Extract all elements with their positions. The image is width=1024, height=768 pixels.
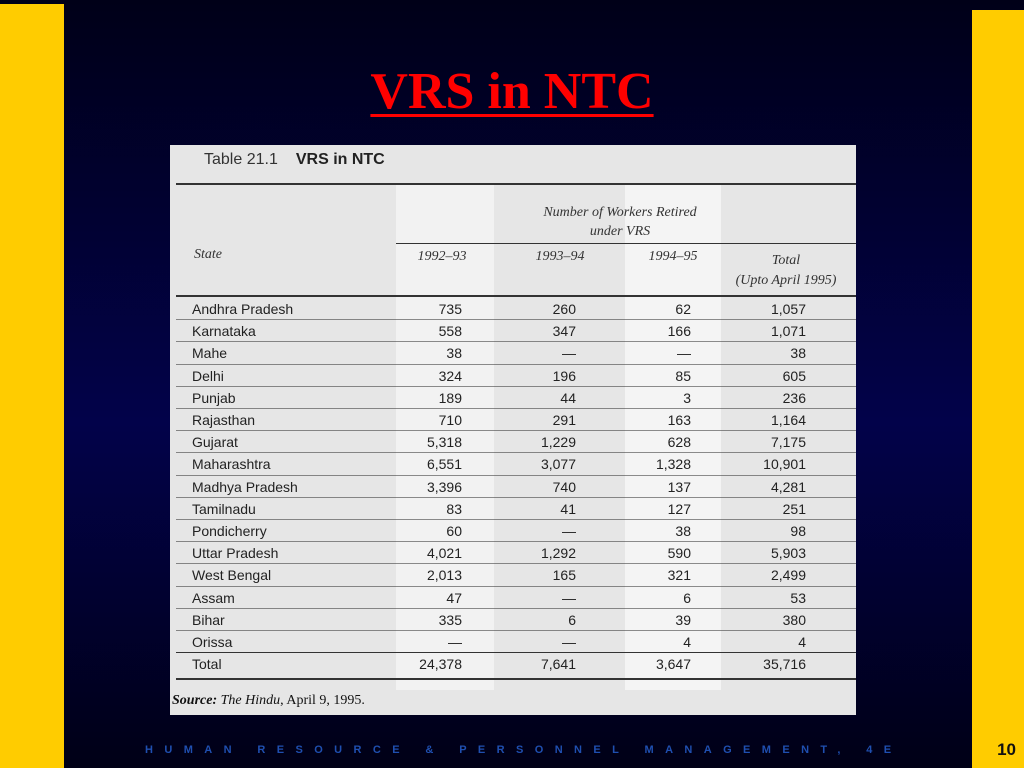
year-header-3: 1994–95 xyxy=(648,249,698,264)
table-row xyxy=(170,632,856,654)
total-header-sublabel: (Upto April 1995) xyxy=(735,273,837,288)
bottom-rule xyxy=(176,678,856,680)
row-divider xyxy=(176,586,856,587)
source-note xyxy=(172,693,365,709)
table-label: Table 21.1 xyxy=(204,151,278,168)
group-rule xyxy=(396,243,856,244)
value-1993-94: — xyxy=(562,345,576,362)
value-1993-94: 740 xyxy=(552,478,576,495)
row-divider xyxy=(176,630,856,631)
state-cell: Delhi xyxy=(192,367,224,384)
row-divider xyxy=(176,341,856,342)
value-1992-93: 558 xyxy=(438,323,462,340)
state-cell: Orissa xyxy=(192,634,233,650)
table-row xyxy=(170,521,856,543)
value-total: 5,903 xyxy=(770,545,806,562)
value-1994-95: 4 xyxy=(683,634,691,650)
value-1992-93: 2,013 xyxy=(426,567,462,584)
state-cell: Mahe xyxy=(192,345,228,362)
table-row xyxy=(170,410,856,432)
row-divider xyxy=(176,452,856,453)
state-cell: Pondicherry xyxy=(192,523,267,539)
value-total: 53 xyxy=(790,589,806,606)
year-header-2: 1993–94 xyxy=(535,249,585,264)
value-1993-94: 3,077 xyxy=(540,456,576,473)
table-row xyxy=(170,388,856,410)
value-1994-95: 1,328 xyxy=(655,456,691,473)
table-row xyxy=(170,565,856,587)
total-header xyxy=(726,251,846,291)
state-cell: Total xyxy=(192,656,222,673)
table-row xyxy=(170,477,856,499)
row-divider xyxy=(176,364,856,365)
value-1992-93: 38 xyxy=(446,345,462,362)
year-header-1: 1992–93 xyxy=(417,249,467,264)
value-total: 98 xyxy=(790,523,806,539)
row-divider xyxy=(176,319,856,320)
value-1994-95: 163 xyxy=(667,412,691,428)
state-header: State xyxy=(194,247,222,262)
value-1992-93: 24,378 xyxy=(419,656,462,673)
state-cell: Karnataka xyxy=(192,323,256,340)
value-1993-94: 260 xyxy=(552,301,576,317)
value-total: 35,716 xyxy=(763,656,806,673)
table-row xyxy=(170,343,856,365)
footer-text: HUMAN RESOURCE & PERSONNEL MANAGEMENT, 4E xyxy=(145,744,903,756)
state-cell: Uttar Pradesh xyxy=(192,545,279,562)
table-total-row xyxy=(170,654,856,676)
table-row xyxy=(170,543,856,565)
value-1994-95: 62 xyxy=(675,301,691,317)
value-total: 1,164 xyxy=(770,412,806,428)
value-1993-94: 6 xyxy=(568,611,576,628)
row-divider xyxy=(176,430,856,431)
value-1992-93: 735 xyxy=(438,301,462,317)
value-1994-95: 85 xyxy=(675,367,691,384)
value-1993-94: 1,292 xyxy=(540,545,576,562)
value-1993-94: — xyxy=(562,634,576,650)
header-rule xyxy=(176,295,856,297)
right-accent-bar xyxy=(972,10,1024,768)
value-1992-93: 710 xyxy=(438,412,462,428)
value-1994-95: 137 xyxy=(667,478,691,495)
row-divider xyxy=(176,563,856,564)
value-1994-95: 166 xyxy=(667,323,691,340)
value-1993-94: — xyxy=(562,589,576,606)
table-row xyxy=(170,454,856,476)
value-total: 251 xyxy=(782,500,806,517)
value-total: 380 xyxy=(782,611,806,628)
slide-title: VRS in NTC xyxy=(370,63,654,120)
page-number: 10 xyxy=(997,740,1016,759)
table-image xyxy=(170,145,856,715)
table-row xyxy=(170,366,856,388)
state-cell: Assam xyxy=(192,589,235,606)
value-total: 1,057 xyxy=(770,301,806,317)
row-divider xyxy=(176,652,856,653)
value-total: 2,499 xyxy=(770,567,806,584)
state-cell: Andhra Pradesh xyxy=(192,301,294,317)
state-cell: Madhya Pradesh xyxy=(192,478,298,495)
value-1992-93: 5,318 xyxy=(426,434,462,451)
source-label: Source: xyxy=(172,693,218,708)
value-1994-95: 321 xyxy=(667,567,691,584)
table-row xyxy=(170,588,856,610)
row-divider xyxy=(176,408,856,409)
value-1992-93: 83 xyxy=(446,500,462,517)
value-1992-93: 189 xyxy=(438,389,462,406)
value-1994-95: 3 xyxy=(683,389,691,406)
value-1993-94: — xyxy=(562,523,576,539)
value-1993-94: 196 xyxy=(552,367,576,384)
row-divider xyxy=(176,608,856,609)
value-total: 236 xyxy=(782,389,806,406)
table-row xyxy=(170,499,856,521)
row-divider xyxy=(176,519,856,520)
value-1994-95: 628 xyxy=(667,434,691,451)
value-1994-95: 39 xyxy=(675,611,691,628)
table-row xyxy=(170,321,856,343)
value-1992-93: 3,396 xyxy=(426,478,462,495)
value-total: 38 xyxy=(790,345,806,362)
table-caption xyxy=(204,151,385,169)
value-total: 4,281 xyxy=(770,478,806,495)
value-1993-94: 41 xyxy=(560,500,576,517)
value-total: 10,901 xyxy=(763,456,806,473)
value-1992-93: 4,021 xyxy=(426,545,462,562)
value-total: 7,175 xyxy=(770,434,806,451)
value-1994-95: 3,647 xyxy=(655,656,691,673)
value-1993-94: 44 xyxy=(560,389,576,406)
state-cell: West Bengal xyxy=(192,567,272,584)
value-1994-95: 6 xyxy=(683,589,691,606)
table-row xyxy=(170,610,856,632)
value-1992-93: — xyxy=(448,634,462,650)
row-divider xyxy=(176,475,856,476)
table-row xyxy=(170,299,856,321)
state-cell: Rajasthan xyxy=(192,412,256,428)
value-1993-94: 291 xyxy=(552,412,576,428)
value-1994-95: — xyxy=(677,345,691,362)
row-divider xyxy=(176,541,856,542)
value-1994-95: 127 xyxy=(667,500,691,517)
group-header: Number of Workers Retired under VRS xyxy=(543,205,697,239)
value-1992-93: 60 xyxy=(446,523,462,539)
value-total: 1,071 xyxy=(770,323,806,340)
value-1994-95: 590 xyxy=(667,545,691,562)
value-total: 4 xyxy=(798,634,806,650)
total-header-label: Total xyxy=(771,253,801,268)
value-1994-95: 38 xyxy=(675,523,691,539)
table-title: VRS in NTC xyxy=(295,151,385,168)
value-1992-93: 324 xyxy=(438,367,462,384)
value-1992-93: 47 xyxy=(446,589,462,606)
top-rule xyxy=(176,183,856,185)
value-1992-93: 6,551 xyxy=(426,456,462,473)
state-cell: Maharashtra xyxy=(192,456,271,473)
value-1993-94: 7,641 xyxy=(540,656,576,673)
row-divider xyxy=(176,497,856,498)
value-1992-93: 335 xyxy=(438,611,462,628)
table-row xyxy=(170,432,856,454)
state-cell: Bihar xyxy=(192,611,225,628)
source-publication: The Hindu xyxy=(220,693,281,708)
state-cell: Tamilnadu xyxy=(192,500,256,517)
value-1993-94: 165 xyxy=(552,567,576,584)
source-date: , April 9, 1995. xyxy=(280,693,365,708)
value-1993-94: 347 xyxy=(552,323,576,340)
value-1993-94: 1,229 xyxy=(540,434,576,451)
state-cell: Punjab xyxy=(192,389,236,406)
state-cell: Gujarat xyxy=(192,434,238,451)
value-total: 605 xyxy=(782,367,806,384)
row-divider xyxy=(176,386,856,387)
